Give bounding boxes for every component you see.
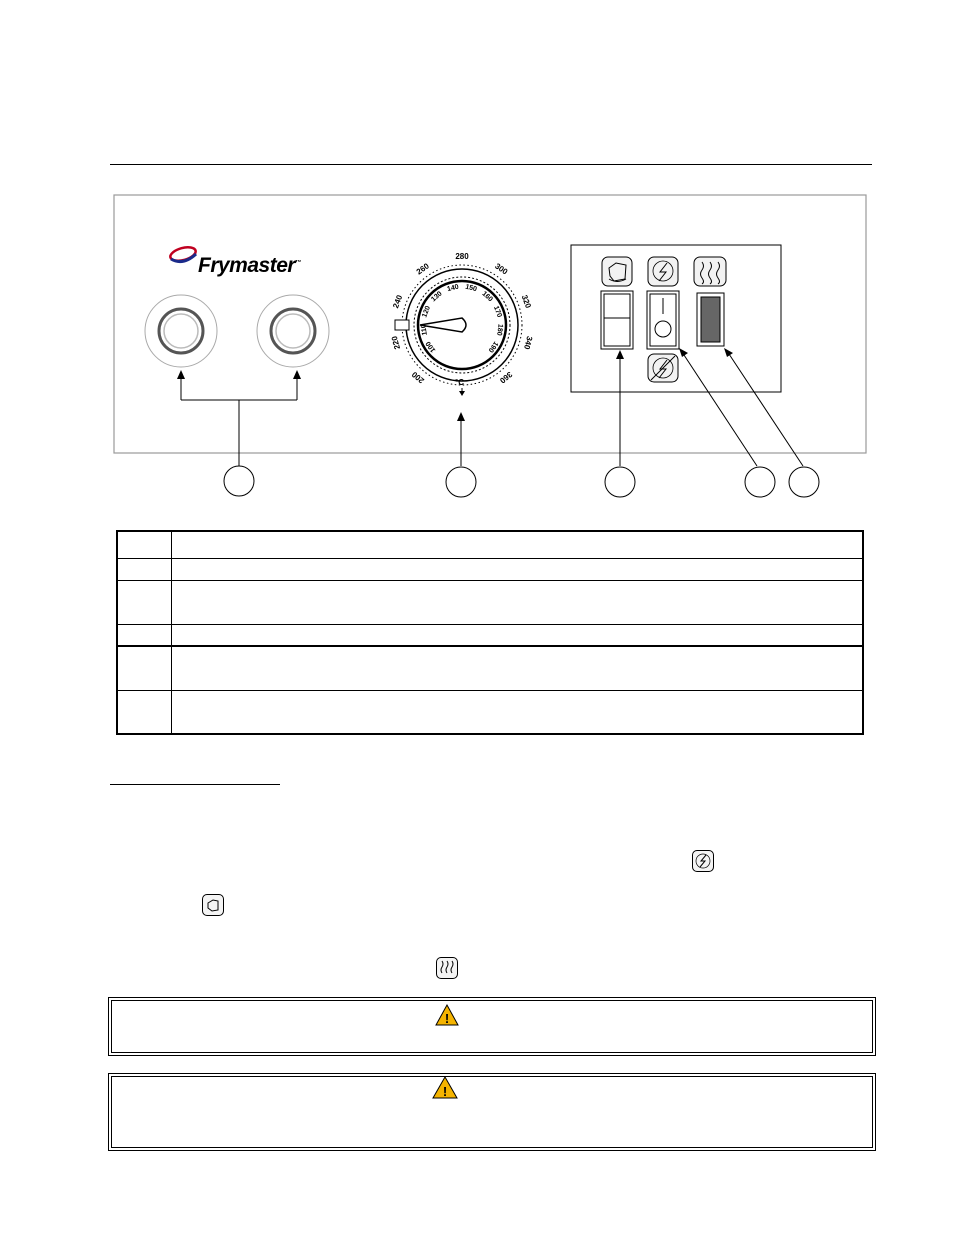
dial-outer-tick-label: 360 xyxy=(497,369,514,386)
dial-inner-tick-label: 120 xyxy=(421,305,433,319)
row-number xyxy=(117,690,172,734)
table-row xyxy=(117,558,863,580)
row-description xyxy=(172,690,864,734)
dial-inner-tick-label: 150 xyxy=(464,283,478,294)
warning-box xyxy=(108,997,876,1056)
row-number xyxy=(117,624,172,646)
dial-inner-tick-label: 110 xyxy=(420,323,429,336)
left-knob xyxy=(145,295,217,367)
melt-cycle-icon xyxy=(602,257,632,286)
callout-circle-4 xyxy=(745,467,775,497)
dial-outer-tick-label: 220 xyxy=(389,335,402,351)
dial-outer-tick-label: 200 xyxy=(410,369,427,386)
dial-outer-tick-label: 260 xyxy=(414,261,431,277)
dial-inner-tick-label: 190 xyxy=(486,339,500,354)
dial-outer-tick-label: 340 xyxy=(522,335,535,351)
power-switch xyxy=(647,291,679,349)
dial-outer-tick-label: 300 xyxy=(493,261,510,277)
table-row xyxy=(117,531,863,558)
dial-inner-tick-label: 140 xyxy=(446,283,460,294)
dial-inner-tick-label: 130 xyxy=(430,290,444,304)
dial-unit: °C xyxy=(455,378,464,387)
brand-name: Frymaster™ xyxy=(198,254,301,277)
section-heading-underline xyxy=(110,784,280,785)
table-row xyxy=(117,624,863,646)
row-number xyxy=(117,646,172,690)
dial-inner-tick-label: 180 xyxy=(495,323,504,336)
table-row xyxy=(117,646,863,690)
table-row xyxy=(117,580,863,624)
dial-inner-tick-label: 160 xyxy=(480,290,494,304)
dial-outer-tick-label: 280 xyxy=(455,252,469,262)
dial-outer-tick-label: 240 xyxy=(391,293,405,310)
callout-circle-2 xyxy=(446,467,476,497)
row-description xyxy=(172,580,864,624)
dial-inner-tick-label: 170 xyxy=(491,305,503,319)
callout-circle-5 xyxy=(789,467,819,497)
row-description xyxy=(172,558,864,580)
heat-indicator-light xyxy=(697,293,724,346)
power-icon xyxy=(692,850,714,872)
dial-outer-tick-label: 320 xyxy=(519,293,533,310)
row-number xyxy=(117,558,172,580)
svg-text:!: ! xyxy=(444,1011,450,1026)
svg-text:!: ! xyxy=(442,1084,448,1099)
warning-box xyxy=(108,1073,876,1151)
row-description xyxy=(172,624,864,646)
row-description xyxy=(172,646,864,690)
callout-circle-1 xyxy=(224,466,254,496)
row-number xyxy=(117,580,172,624)
heat-icon xyxy=(694,257,726,286)
table-row xyxy=(117,690,863,734)
melt-cycle-switch xyxy=(601,291,633,349)
right-knob xyxy=(257,295,329,367)
row-number xyxy=(117,531,172,558)
power-off-icon xyxy=(648,354,678,382)
dial-inner-tick-label: 100 xyxy=(424,339,438,354)
power-icon xyxy=(648,257,678,286)
heat-icon xyxy=(436,957,458,979)
callout-circle-3 xyxy=(605,467,635,497)
melt-cycle-icon xyxy=(202,894,224,916)
legend-table xyxy=(116,530,864,735)
row-description xyxy=(172,531,864,558)
